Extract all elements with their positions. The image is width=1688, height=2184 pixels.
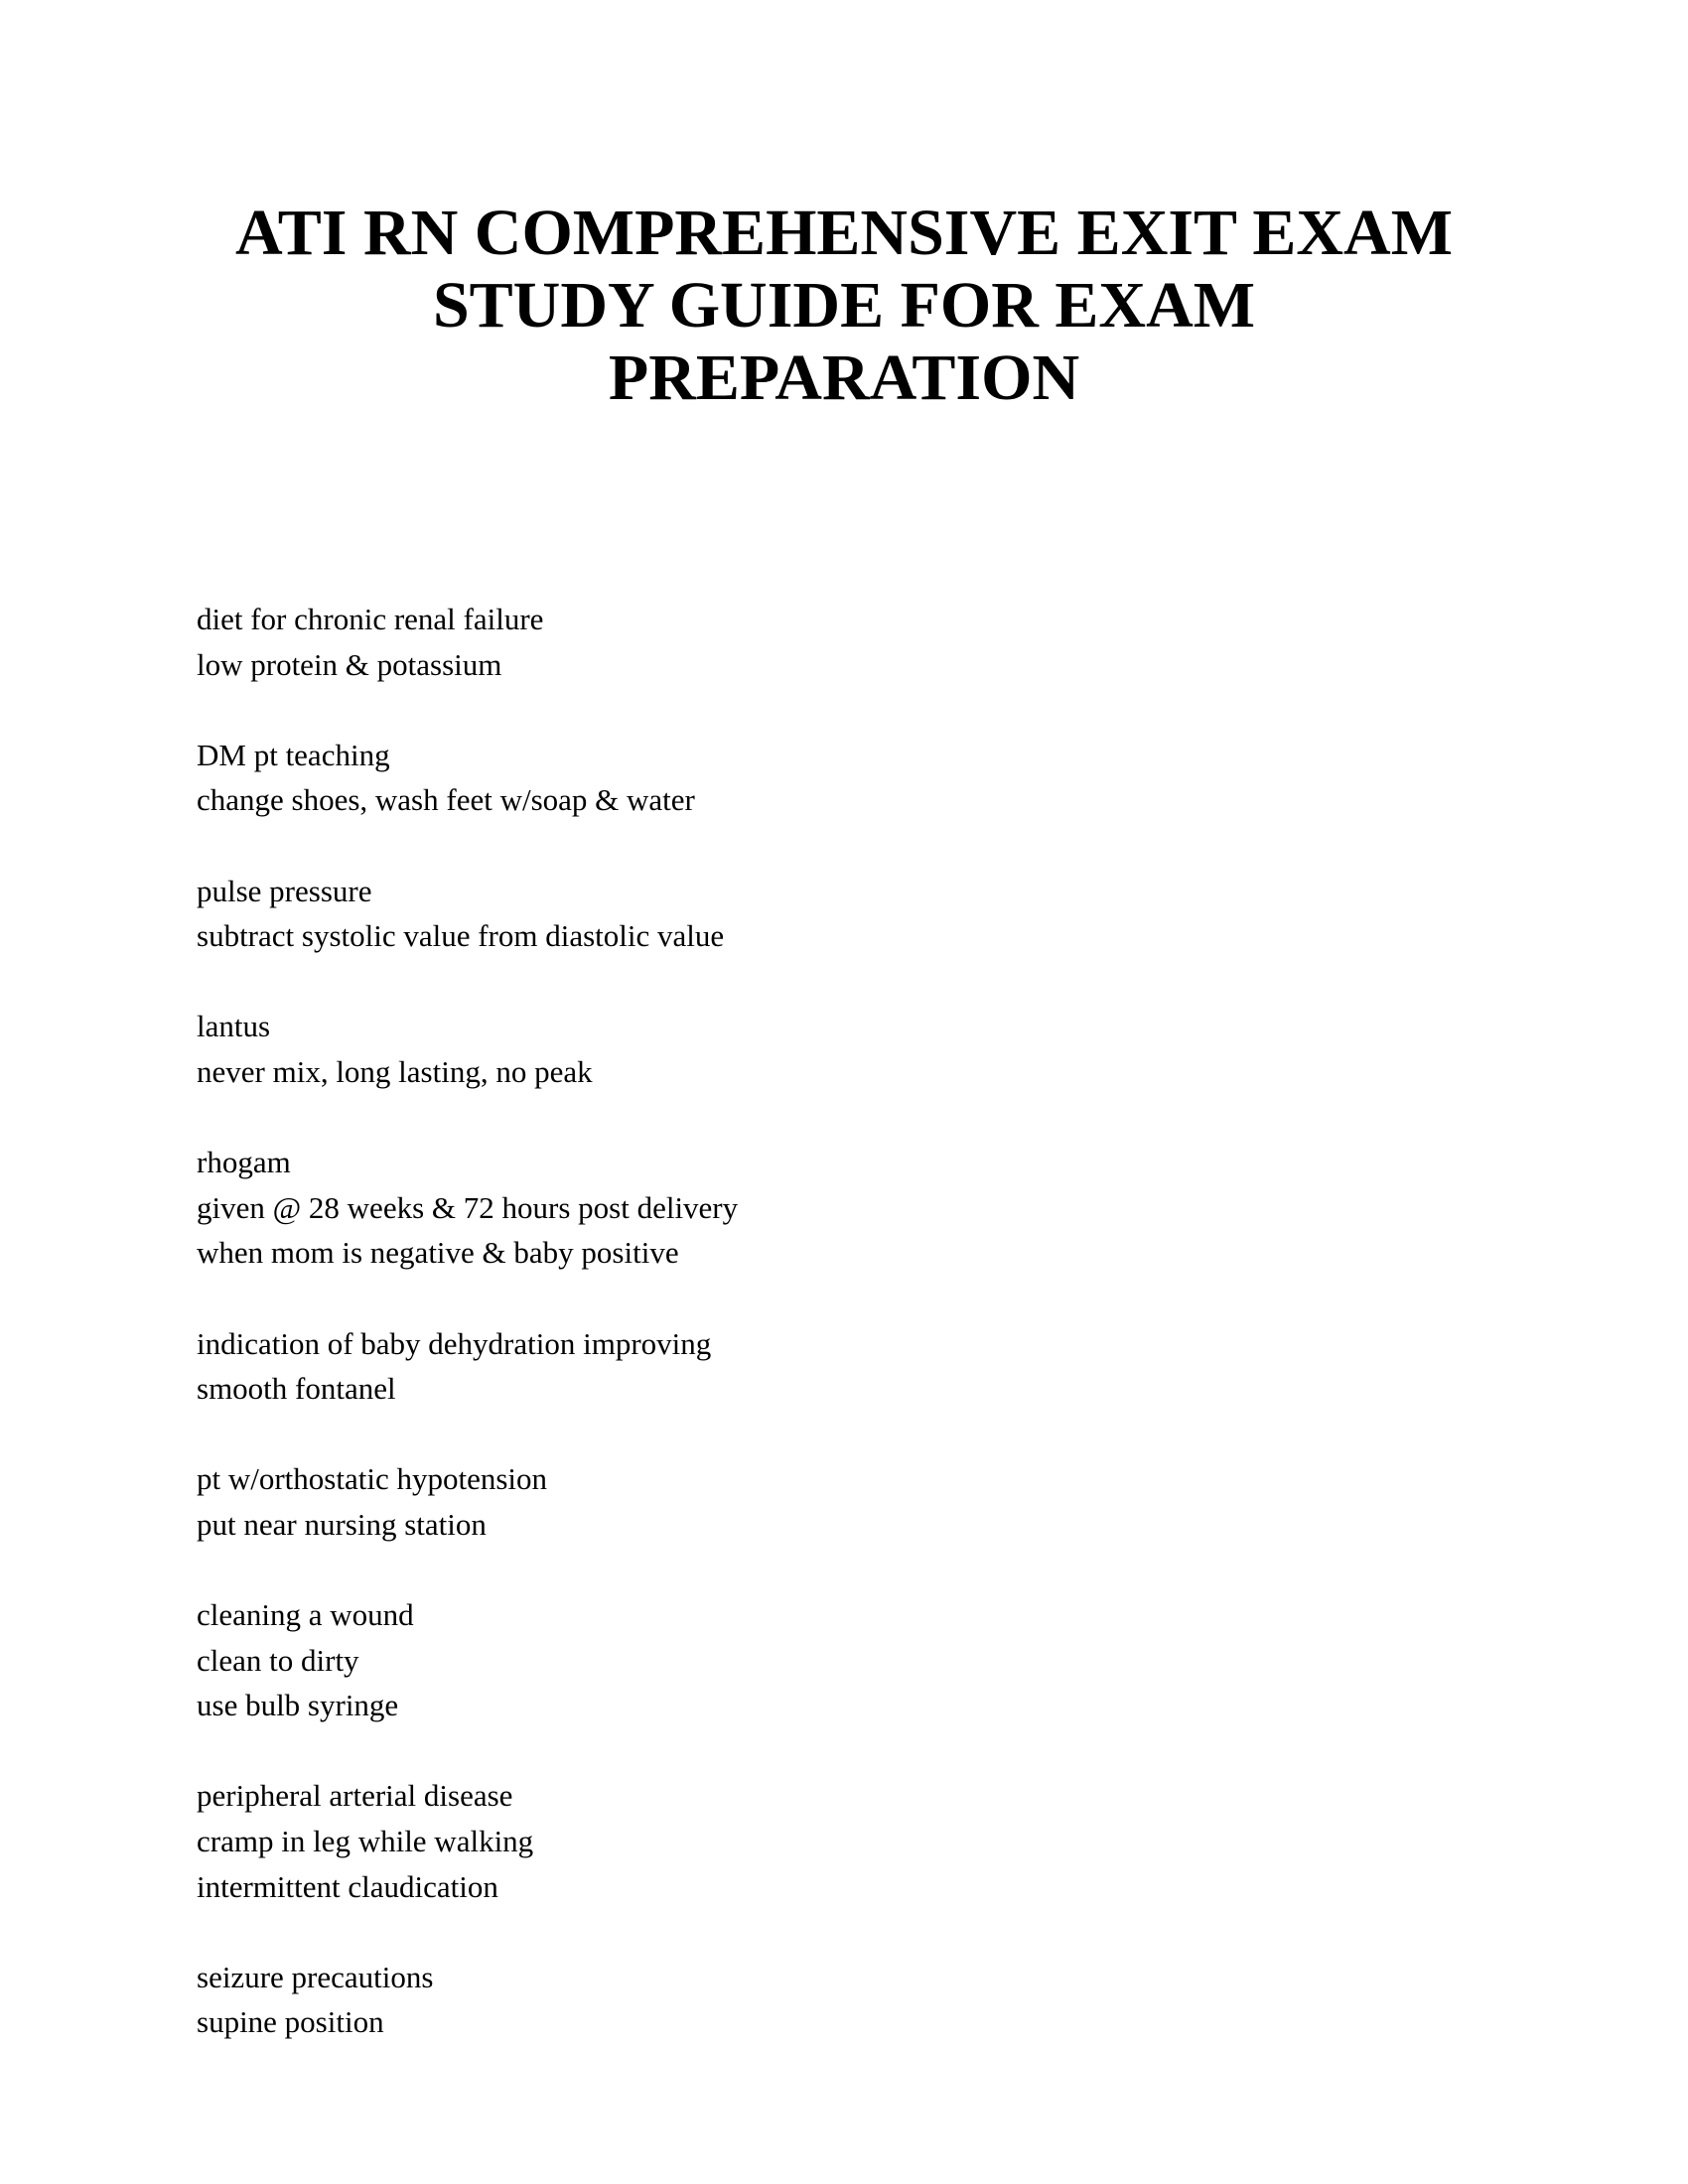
entry-answer: clean to dirty (197, 1642, 359, 1678)
entry-answer: subtract systolic value from diastolic value (197, 918, 725, 954)
study-guide-body (197, 597, 738, 2091)
study-entry-dm-teaching (197, 733, 738, 823)
entry-answer: intermittent claudication (197, 1868, 498, 1904)
title-line: STUDY GUIDE FOR EXAM (432, 269, 1256, 341)
entry-question: cleaning a wound (197, 1597, 414, 1633)
study-entry-lantus (197, 1004, 738, 1094)
entry-answer: cramp in leg while walking (197, 1824, 534, 1859)
study-entry-renal-diet (197, 597, 738, 687)
entry-answer: change shoes, wash feet w/soap & water (197, 782, 695, 818)
entry-question: pulse pressure (197, 873, 372, 908)
entry-answer: never mix, long lasting, no peak (197, 1053, 593, 1089)
entry-answer: use bulb syringe (197, 1688, 399, 1723)
entry-question: peripheral arterial disease (197, 1778, 513, 1814)
title-line: PREPARATION (608, 341, 1080, 414)
study-entry-orthostatic-hypotension (197, 1456, 738, 1547)
entry-answer: when mom is negative & baby positive (197, 1235, 679, 1271)
entry-question: indication of baby dehydration improving (197, 1325, 712, 1361)
entry-answer: given @ 28 weeks & 72 hours post delivery (197, 1189, 739, 1225)
study-entry-rhogam (197, 1140, 738, 1276)
entry-question: rhogam (197, 1145, 291, 1180)
title-line: ATI RN COMPREHENSIVE EXIT EXAM (234, 197, 1454, 269)
document-title (0, 197, 1688, 414)
entry-question: pt w/orthostatic hypotension (197, 1461, 548, 1497)
entry-question: diet for chronic renal failure (197, 602, 544, 636)
entry-question: lantus (197, 1009, 271, 1044)
study-entry-pulse-pressure (197, 869, 738, 959)
entry-answer: low protein & potassium (197, 646, 502, 682)
entry-question: seizure precautions (197, 1959, 434, 1994)
study-entry-wound-cleaning (197, 1592, 738, 1728)
study-entry-baby-dehydration (197, 1321, 738, 1412)
entry-answer: put near nursing station (197, 1506, 487, 1542)
study-entry-pad (197, 1773, 738, 1909)
entry-question: DM pt teaching (197, 737, 390, 772)
entry-answer: smooth fontanel (197, 1371, 396, 1407)
study-entry-seizure-precautions (197, 1955, 738, 2045)
entry-answer: supine position (197, 2004, 384, 2040)
